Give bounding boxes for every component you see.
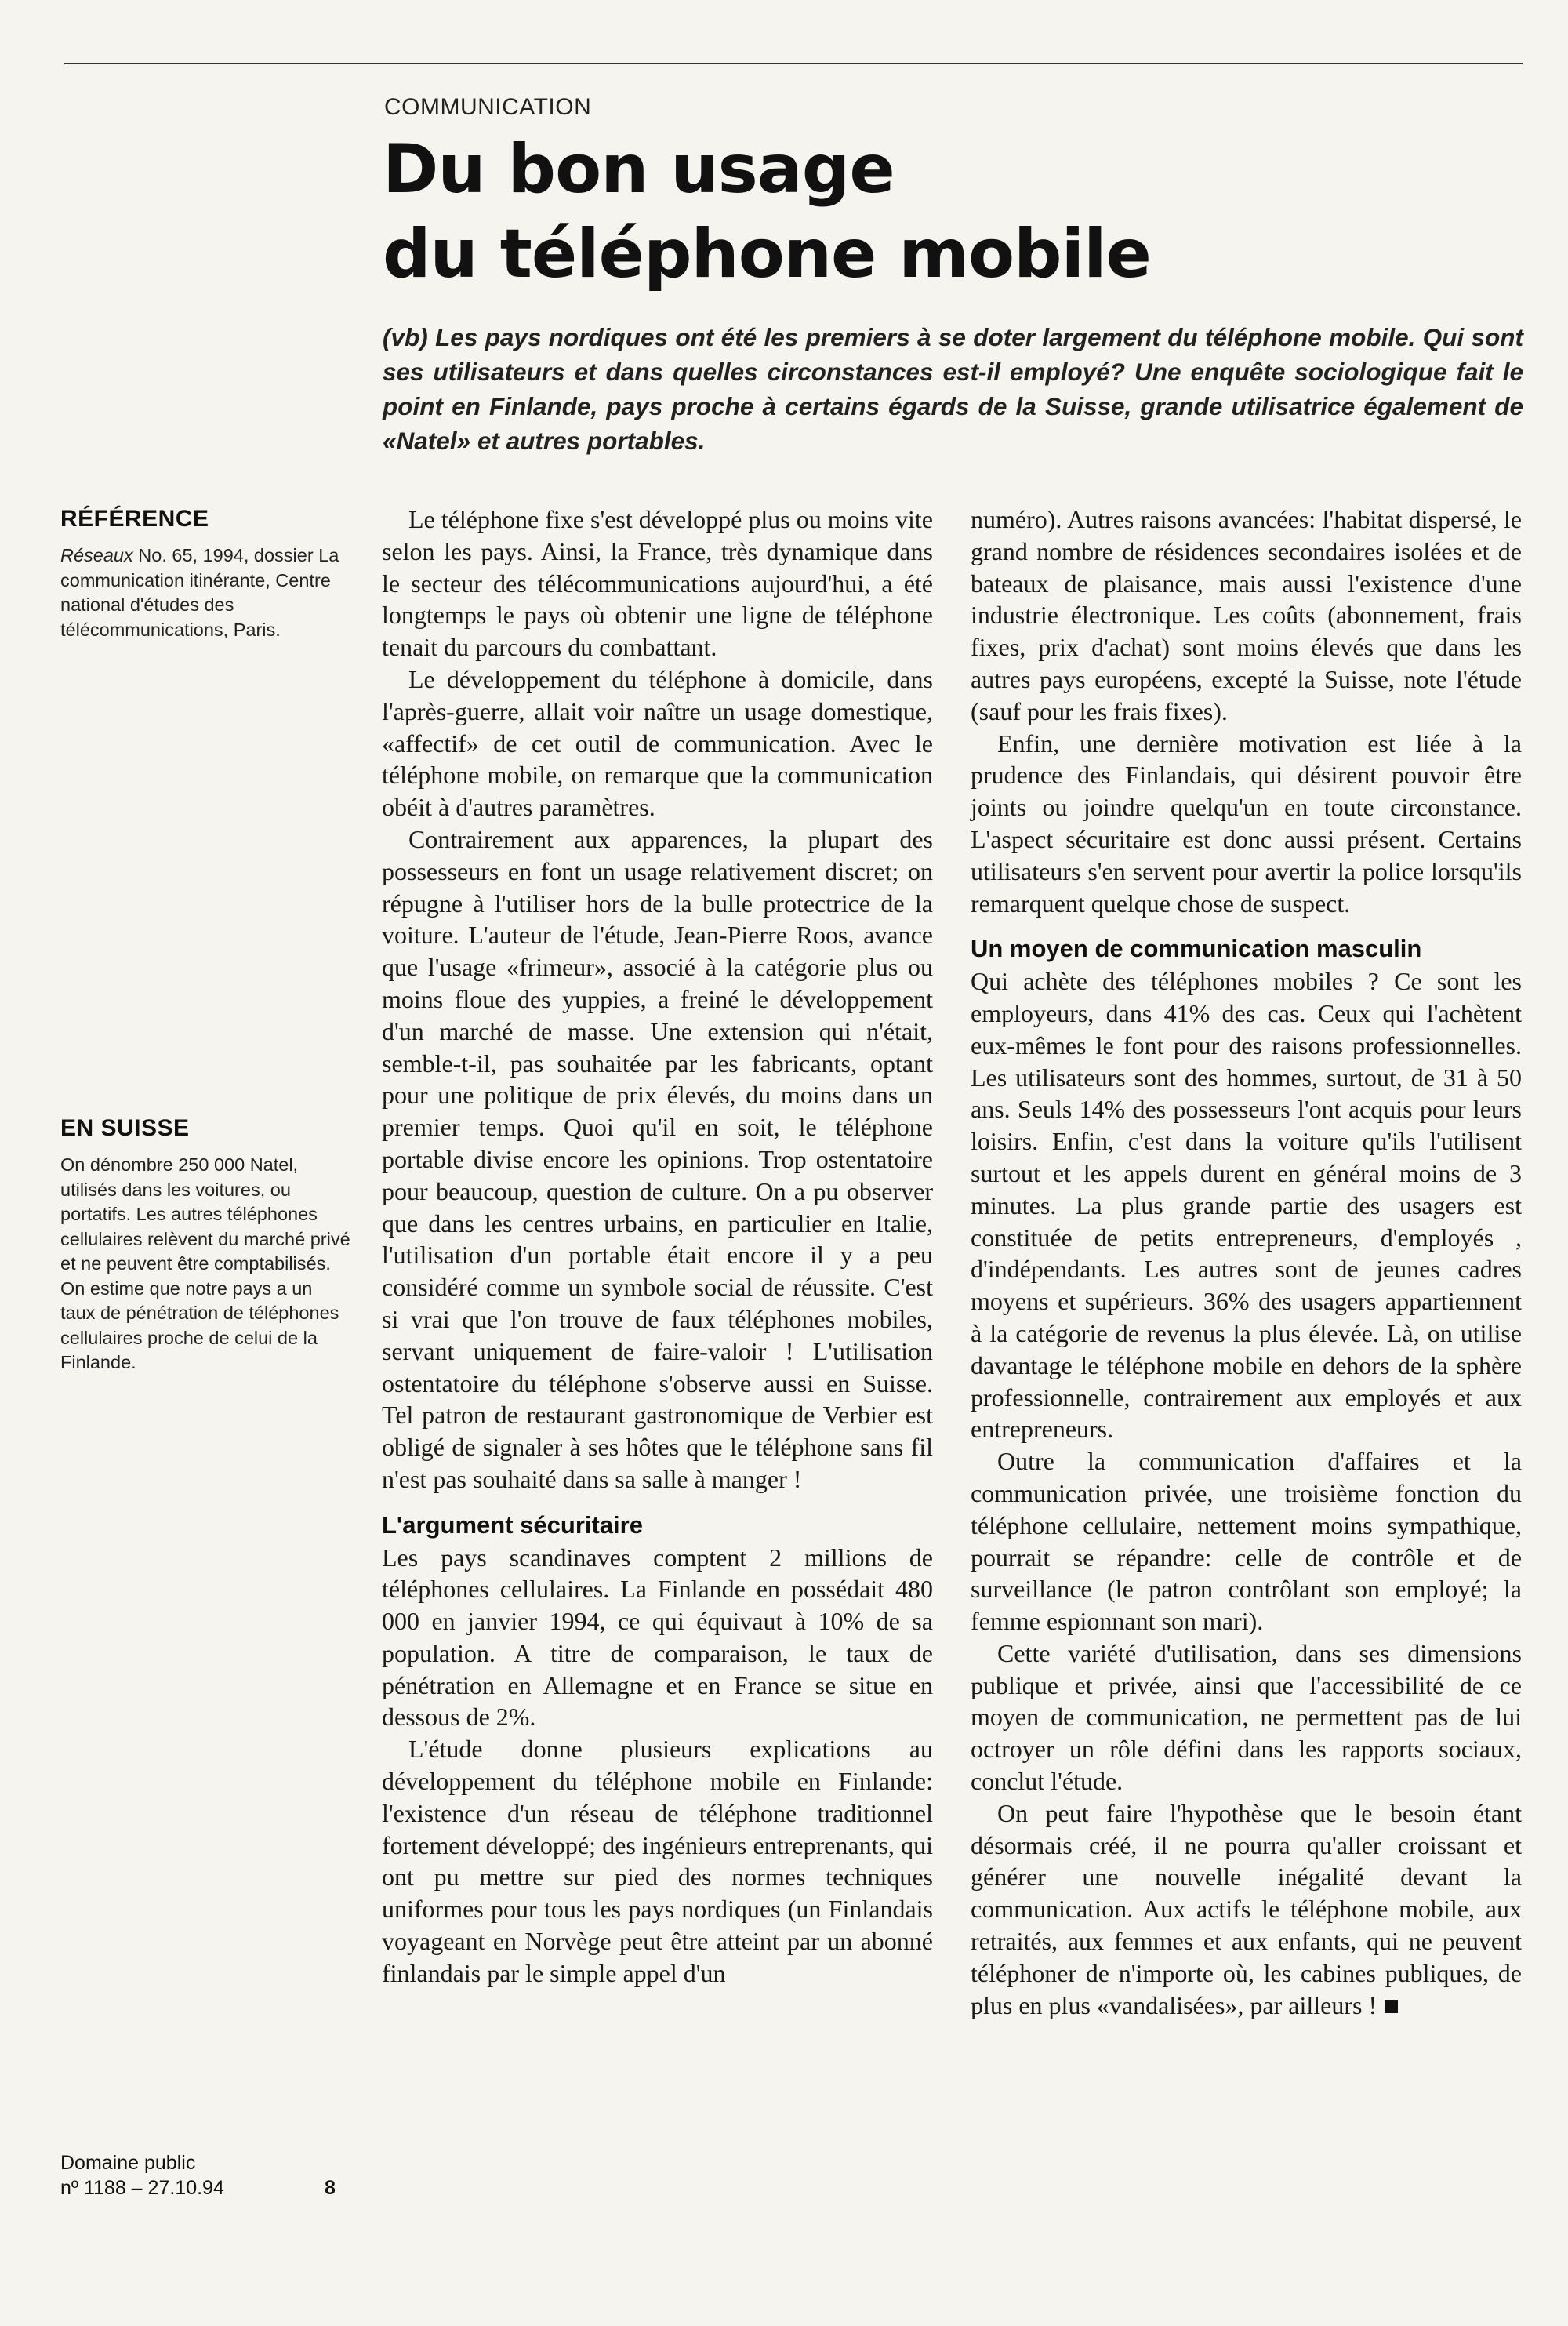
suisse-heading: EN SUISSE [60,1115,190,1141]
suisse-text: On dénombre 250 000 Natel, utilisés dans les voitures, ou portatifs. Les autres téléphones cellulaires relèvent du marché privé et ne peuvent être comptabilisés. On estime que notre pays a un taux de pénétration de téléphones cellulaires proche de celui de la Finlande. [60,1154,350,1372]
reference-source: Réseaux [60,545,133,565]
article-column-2 [971,503,1522,2021]
title-line-2: du téléphone mobile [383,215,1151,293]
paragraph: Enfin, une dernière motivation est liée à la prudence des Finlandais, qui désirent pouvoir être joints ou joindre quelqu'un en toute circonstance. L'aspect sécuritaire est donc aussi présent. Certains utilisateurs s'en servent pour avertir la police lorsqu'ils remarquent quelque chose de suspect. [971,729,1522,918]
final-paragraph-text: On peut faire l'hypothèse que le besoin étant désormais créé, il ne pourra qu'aller croissant et générer une nouvelle inégalité devant la communication. Aux actifs le téléphone mobile, aux retraités, aux femmes et aux enfants, qui ne peuvent téléphoner de n'importe où, les cabines publiques, de plus en plus «vandalisées», par ailleurs ! [971,1798,1522,2019]
subheading-argument-securitaire: L'argument sécuritaire [382,1510,643,1539]
top-rule [64,63,1523,64]
section-kicker: COMMUNICATION [384,94,592,120]
reference-heading: RÉFÉRENCE [60,506,209,532]
title-line-1: Du bon usage [383,130,895,209]
paragraph: Outre la communication d'affaires et la communication privée, une troisième fonction du téléphone cellulaire, nettement moins sympathique, pourrait se répandre: celle de contrôle et de surveillance (le patron contrôlant son employé; la femme espionnant son mari). [971,1447,1522,1636]
end-mark-icon [1385,2000,1398,2013]
paragraph: Contrairement aux apparences, la plupart des possesseurs en font un usage relativement discret; on répugne à l'utiliser hors de la bulle protectrice de la voiture. L'auteur de l'étude, Jean-Pierre Roos, avance que l'usage «frimeur», associé à la catégorie plus ou moins floue des yuppies, a freiné le développement d'un marché de masse. Une extension qui n'était, semble-t-il, pas souhaitée par les fabricants, optant pour une politique de prix élevés, du moins dans un premier temps. Quoi qu'il en soit, le téléphone portable divise encore les opinions. Trop ostentatoire pour beaucoup, question de culture. On a pu observer que dans les centres urbains, en particulier en Italie, l'utilisation d'un portable était encore il y a peu considéré comme un symbole social de réussite. C'est si vrai que l'on trouve de faux téléphones mobiles, servant uniquement de faire-valoir ! L'utilisation ostentatoire du téléphone s'observe aussi en Suisse. Tel patron de restaurant gastronomique de Verbier est obligé de signaler à ses hôtes que le téléphone sans fil n'est pas souhaité dans sa salle à manger ! [382,824,933,1493]
sidebar-en-suisse [60,1115,350,1376]
page-footer [60,2150,350,2201]
issue-info: nº 1188 – 27.10.94 [60,2177,224,2199]
page-number: 8 [325,2177,336,2199]
paragraph: Cette variété d'utilisation, dans ses dimensions publique et privée, ainsi que l'accessibilité de ce moyen de communication, ne permettent pas de lui octroyer un rôle défini dans les rapports sociaux, conclut l'étude. [971,1638,1522,1796]
article-lead: (vb) Les pays nordiques ont été les premiers à se doter largement du téléphone mobile. Qui sont ses utilisateurs et dans quelles circonstances est-il employé? Une enquête sociologique fait le point en Finlande, pays proche à certains égards de la Suisse, grande utilisatrice également de «Natel» et autres portables. [383,323,1523,455]
final-paragraph [971,1797,1522,2022]
article-column-1 [382,503,933,1990]
sidebar-reference [60,506,350,642]
publication-name: Domaine public [60,2152,196,2174]
article-title [383,127,1519,296]
paragraph: Le téléphone fixe s'est développé plus ou moins vite selon les pays. Ainsi, la France, très dynamique dans le secteur des télécommunications aujourd'hui, a été longtemps le pays où obtenir une ligne de téléphone tenait du parcours du combattant. [382,505,933,662]
paragraph: numéro). Autres raisons avancées: l'habitat dispersé, le grand nombre de résidences secondaires isolées et de bateaux de plaisance, mais aussi l'existence d'une industrie électronique. Les coûts (abonnement, frais fixes, prix d'achat) sont moins élevés que dans les autres pays européens, excepté la Suisse, note l'étude (sauf pour les frais fixes). [971,505,1522,725]
paragraph: Les pays scandinaves comptent 2 millions de téléphones cellulaires. La Finlande en possédait 480 000 en janvier 1994, ce qui équivaut à 10% de sa population. A titre de comparaison, le taux de pénétration en Allemagne et en France se situe en dessous de 2%. [382,1543,933,1732]
subheading-moyen-masculin: Un moyen de communication masculin [971,935,1422,963]
paragraph: Qui achète des téléphones mobiles ? Ce sont les employeurs, dans 41% des cas. Ceux qui l'achètent eux-mêmes le font pour des raisons professionnelles. Les utilisateurs sont des hommes, surtout, de 31 à 50 ans. Seuls 14% des possesseurs l'ont acquis pour leurs loisirs. Enfin, c'est dans la voiture qu'ils l'utilisent surtout et les appels durent en général moins de 3 minutes. La plus grande partie des usagers est constituée de petits entrepreneurs, d'employés , d'indépendants. Les autres sont de jeunes cadres moyens et supérieurs. 36% des usagers appartiennent à la catégorie de revenus la plus élevée. Là, on utilise davantage le téléphone mobile en dehors de la sphère professionnelle, contrairement aux employés et aux entrepreneurs. [971,967,1522,1444]
paragraph: L'étude donne plusieurs explications au développement du téléphone mobile en Finlande: l'existence d'un réseau de téléphone traditionnel fortement développé; des ingénieurs entreprenants, qui ont pu mettre sur pied des normes techniques uniformes pour tous les pays nordiques (un Finlandais voyageant en Norvège peut être atteint par un abonné finlandais par le simple appel d'un [382,1735,933,1987]
paragraph: Le développement du téléphone à domicile, dans l'après-guerre, allait voir naître un usage domestique, «affectif» de cet outil de communication. Avec le téléphone mobile, on remarque que la communication obéit à d'autres paramètres. [382,664,933,822]
reference-text [60,543,350,642]
reference-details: No. 65, 1994, dossier La communication itinérante, Centre national d'études des télécommunications, Paris. [60,545,339,640]
